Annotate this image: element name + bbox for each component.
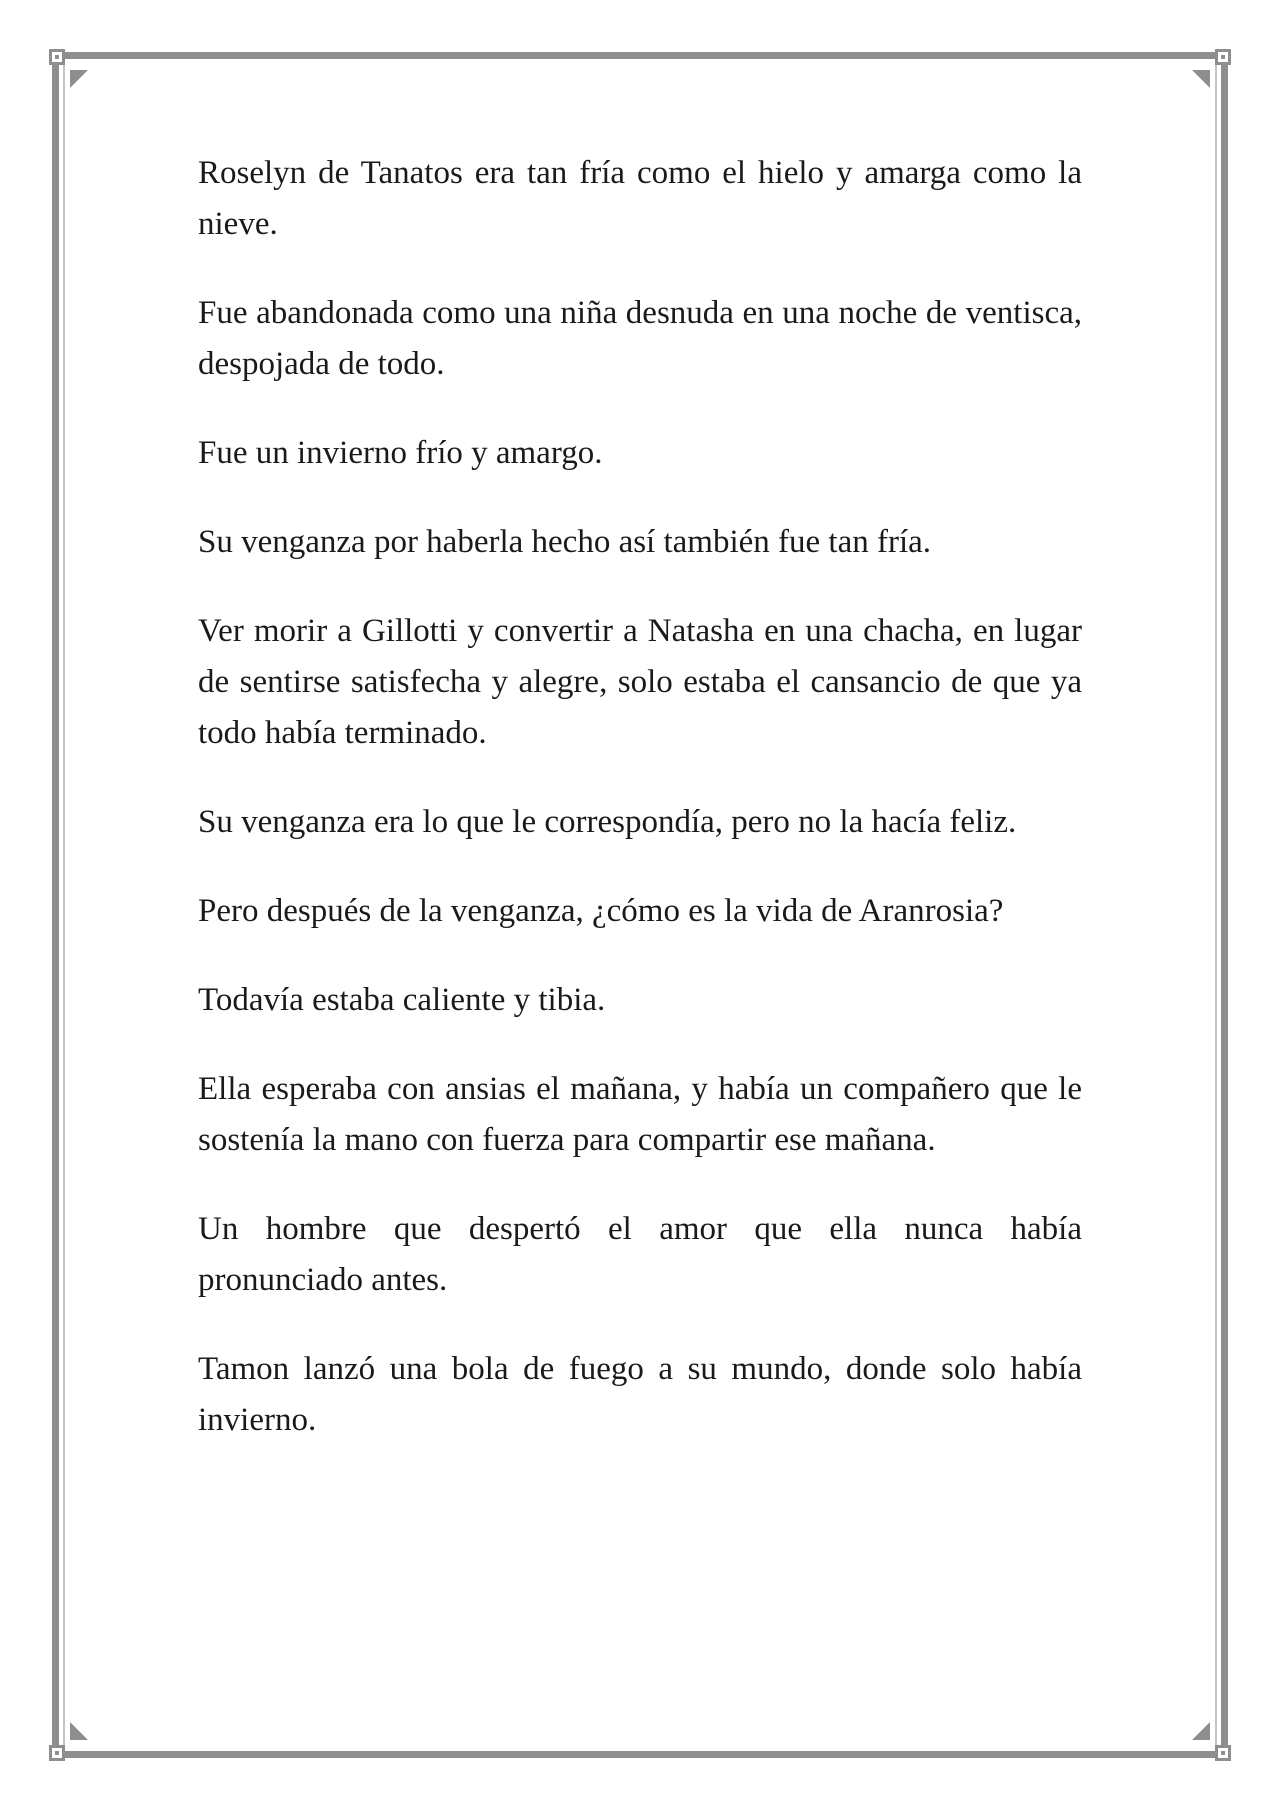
- paragraph: Fue abandonada como una niña desnuda en una noche de ventisca, despojada de todo.: [198, 295, 1082, 382]
- paragraph: Pero después de la venganza, ¿cómo es la vida de Aranrosia?: [198, 893, 1004, 929]
- frame-corner-top-left: [49, 49, 65, 65]
- frame-corner-bottom-left: [49, 1745, 65, 1761]
- paragraph: Ver morir a Gillotti y convertir a Natasha en una chacha, en lugar de sentirse satisfecha y alegre, solo estaba el cansancio de que ya todo había terminado.: [198, 613, 1082, 751]
- story-text: [198, 148, 1082, 1484]
- frame-right-inner-line: [1215, 64, 1217, 1752]
- frame-right-border: [1221, 64, 1228, 1752]
- paragraph: Fue un invierno frío y amargo.: [198, 435, 603, 471]
- paragraph: Un hombre que despertó el amor que ella nunca había pronunciado antes.: [198, 1211, 1082, 1298]
- frame-bottom-border: [64, 1751, 1216, 1758]
- frame-corner-top-right: [1215, 49, 1231, 65]
- paragraph: Su venganza era lo que le correspondía, pero no la hacía feliz.: [198, 804, 1017, 840]
- corner-triangle-top-left: [70, 70, 88, 88]
- corner-triangle-bottom-right: [1192, 1722, 1210, 1740]
- paragraph: Tamon lanzó una bola de fuego a su mundo, donde solo había invierno.: [198, 1351, 1082, 1438]
- frame-left-border: [52, 64, 59, 1752]
- paragraph: Roselyn de Tanatos era tan fría como el hielo y amarga como la nieve.: [198, 155, 1082, 242]
- corner-triangle-bottom-left: [70, 1722, 88, 1740]
- corner-triangle-top-right: [1192, 70, 1210, 88]
- paragraph: Todavía estaba caliente y tibia.: [198, 982, 606, 1018]
- paragraph: Su venganza por haberla hecho así también fue tan fría.: [198, 524, 932, 560]
- paragraph: Ella esperaba con ansias el mañana, y había un compañero que le sostenía la mano con fuerza para compartir ese mañana.: [198, 1071, 1082, 1158]
- frame-left-inner-line: [63, 64, 65, 1752]
- frame-corner-bottom-right: [1215, 1745, 1231, 1761]
- frame-top-border: [64, 52, 1216, 59]
